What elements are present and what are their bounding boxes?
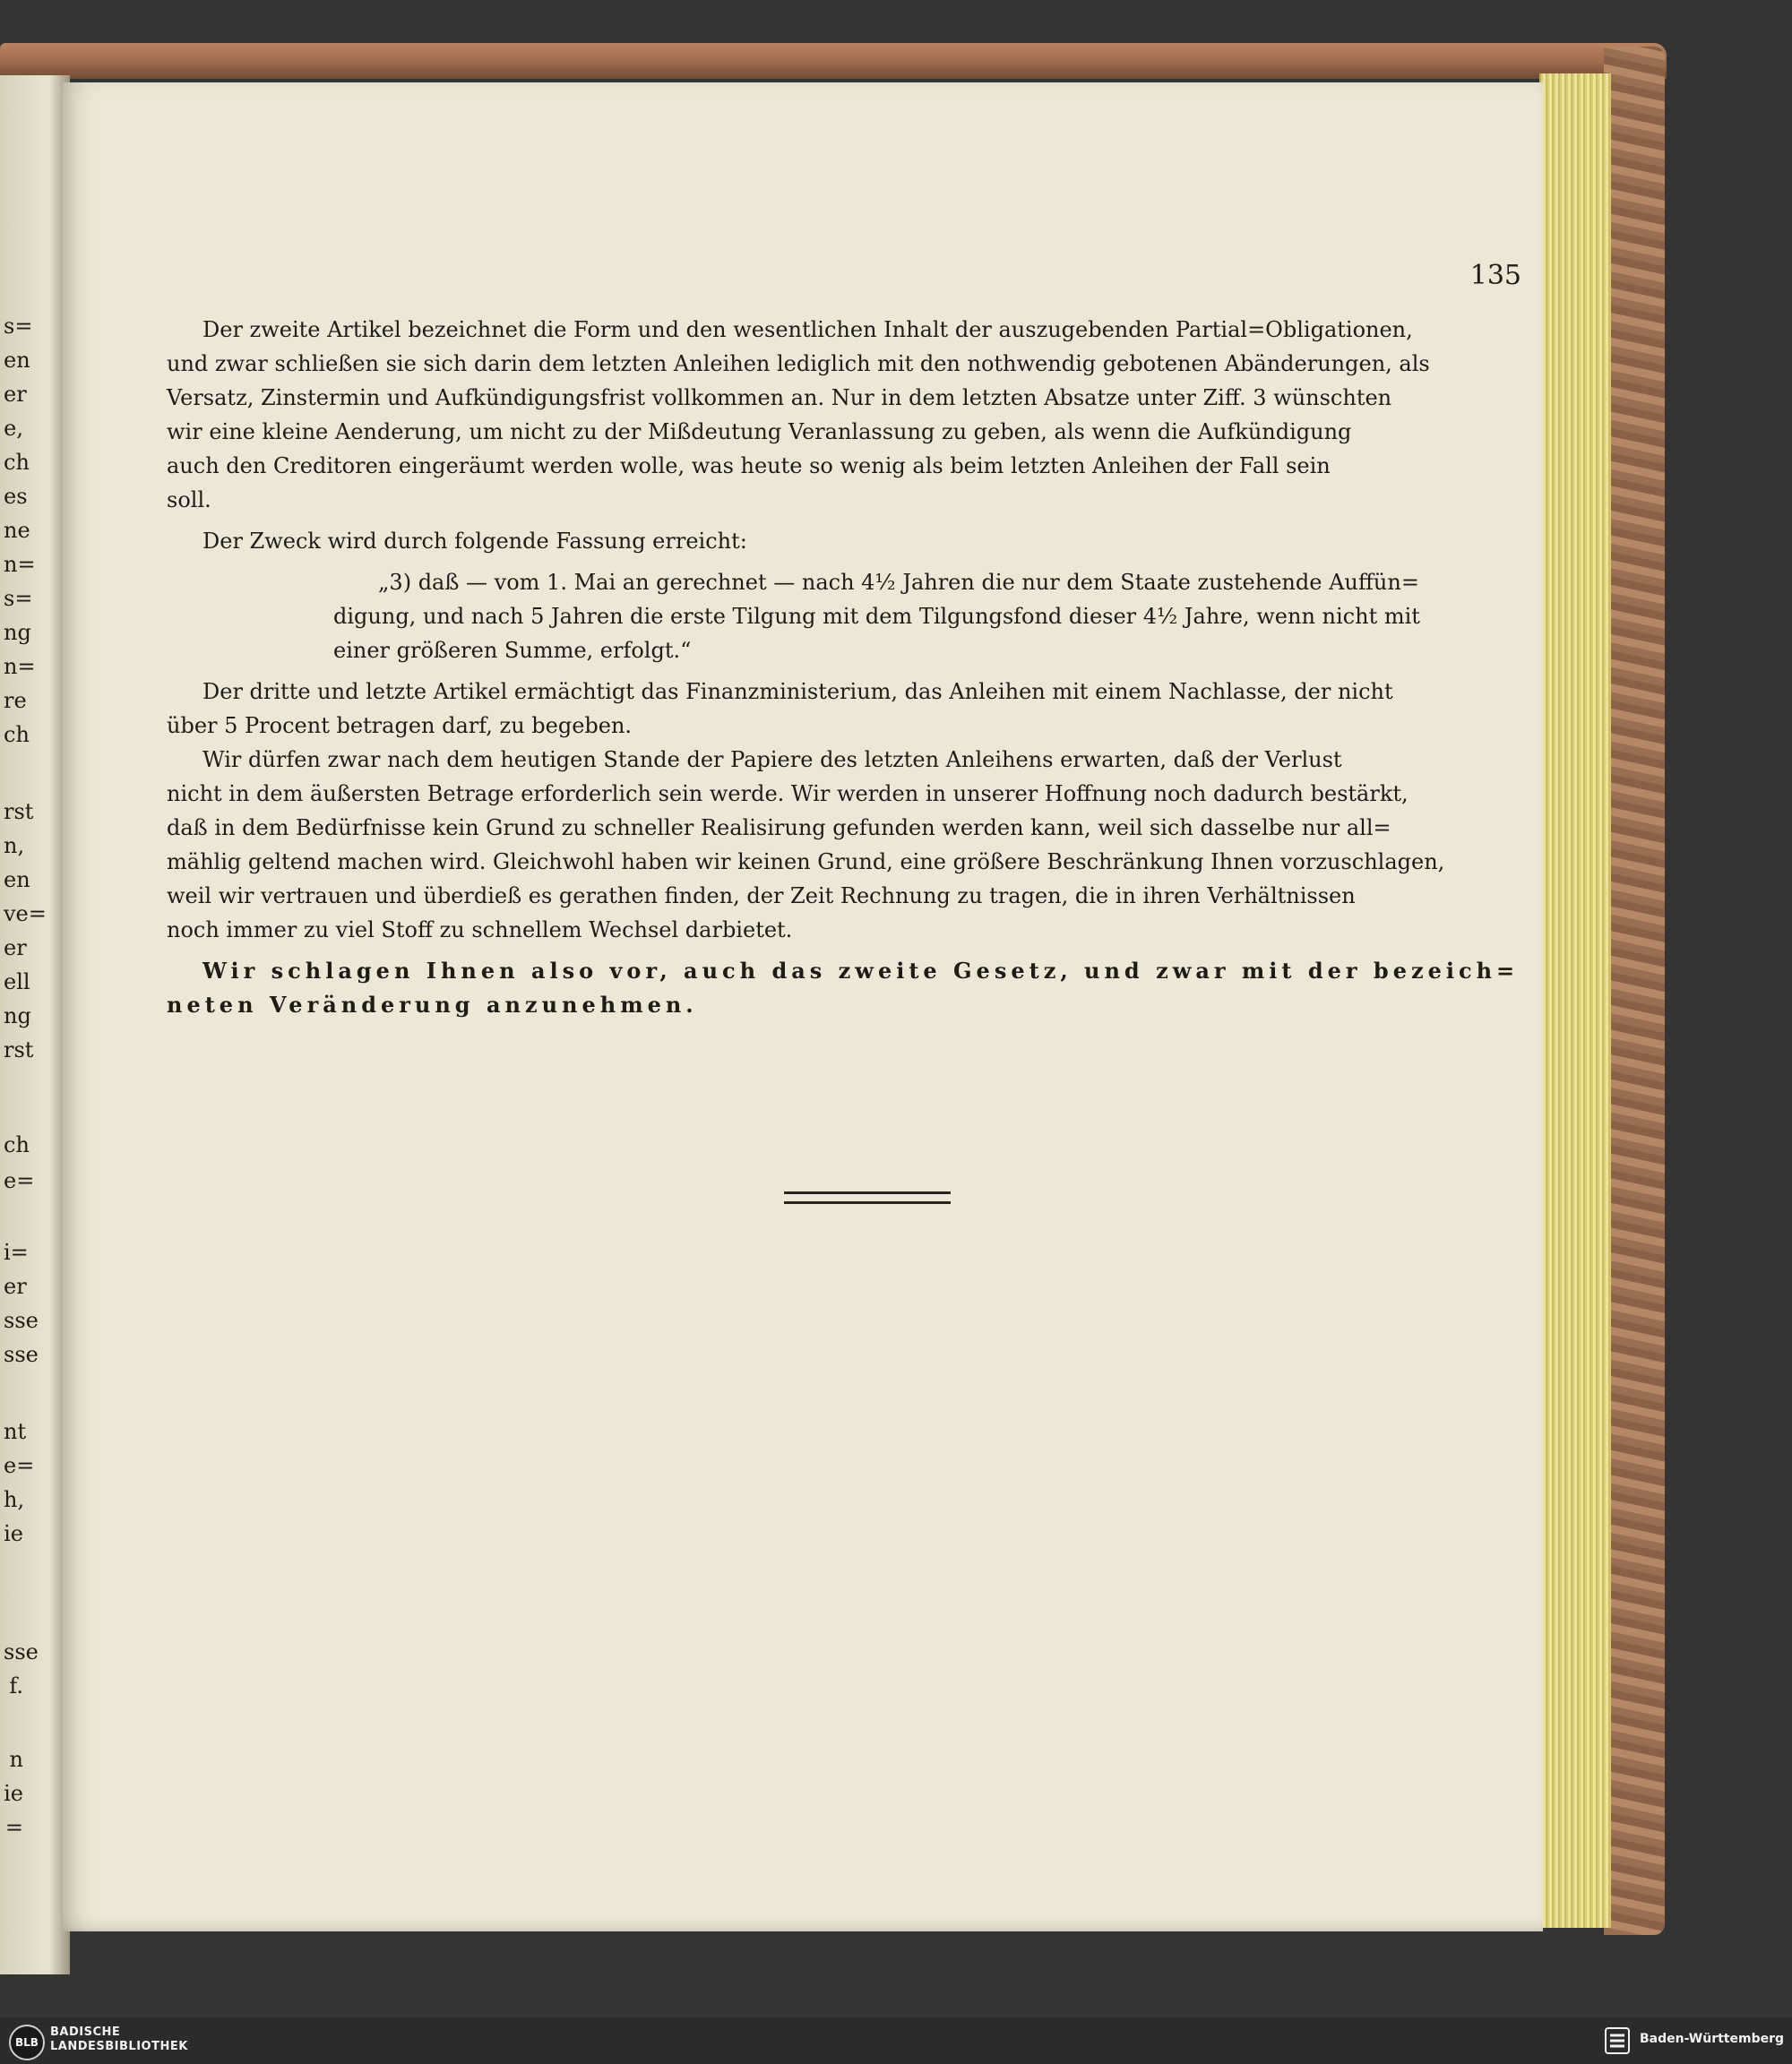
text-line: „3) daß — vom 1. Mai an gerechnet — nach 4½ Jahren die nur dem Staate zustehende Auffün= bbox=[378, 570, 1419, 595]
left-fragment: n, bbox=[4, 833, 25, 858]
text-line: und zwar schließen sie sich darin dem letzten Anleihen lediglich mit den nothwendig gebotenen Abänderungen, als bbox=[167, 351, 1430, 376]
left-fragment: ie bbox=[4, 1521, 23, 1546]
left-fragment: en bbox=[4, 348, 30, 373]
left-fragment: er bbox=[4, 935, 27, 960]
left-fragment: es bbox=[4, 484, 28, 509]
left-fragment: ie bbox=[4, 1781, 23, 1806]
left-fragment: rst bbox=[4, 799, 34, 824]
left-fragment: s= bbox=[4, 586, 33, 611]
left-fragment: sse bbox=[4, 1308, 39, 1333]
left-fragment: re bbox=[4, 688, 27, 713]
text-line: weil wir vertrauen und überdieß es gerathen finden, der Zeit Rechnung zu tragen, die in ihren Verhältnissen bbox=[167, 883, 1356, 908]
left-fragment: ng bbox=[4, 620, 31, 645]
left-fragment: er bbox=[4, 382, 27, 407]
left-fragment: ch bbox=[4, 450, 30, 475]
text-line-emphasis: neten Veränderung anzunehmen. bbox=[167, 992, 698, 1018]
left-fragment: e, bbox=[4, 416, 23, 441]
gilt-page-edges bbox=[1539, 73, 1611, 1928]
left-fragment: sse bbox=[4, 1342, 39, 1367]
left-fragment: ell bbox=[4, 969, 30, 994]
footer-bar bbox=[0, 2017, 1792, 2064]
library-name bbox=[50, 2025, 188, 2054]
text-line: digung, und nach 5 Jahren die erste Tilgung mit dem Tilgungsfond dieser 4½ Jahre, wenn nicht mit bbox=[333, 604, 1420, 629]
left-fragment: h, bbox=[4, 1487, 25, 1512]
left-fragment: i= bbox=[4, 1240, 29, 1265]
facing-left-page bbox=[0, 75, 70, 1974]
text-line: Der zweite Artikel bezeichnet die Form und den wesentlichen Inhalt der auszugebenden Partial=Obligationen, bbox=[202, 317, 1413, 342]
library-name-line1: BADISCHE bbox=[50, 2025, 121, 2039]
left-fragment: ch bbox=[4, 1132, 30, 1157]
text-line: einer größeren Summe, erfolgt.“ bbox=[333, 638, 692, 663]
book-cover-top bbox=[0, 43, 1667, 79]
page-number: 135 bbox=[1469, 260, 1521, 291]
left-fragment: e= bbox=[4, 1168, 35, 1193]
text-line: über 5 Procent betragen darf, zu begeben. bbox=[167, 713, 633, 738]
text-line: daß in dem Bedürfnisse kein Grund zu schneller Realisirung gefunden werden kann, weil sich dasselbe nur all= bbox=[167, 815, 1391, 840]
text-line: Wir dürfen zwar nach dem heutigen Stande der Papiere des letzten Anleihens erwarten, daß der Verlust bbox=[202, 747, 1342, 772]
text-line-emphasis: Wir schlagen Ihnen also vor, auch das zweite Gesetz, und zwar mit der bezeich= bbox=[202, 958, 1520, 984]
baden-wuerttemberg-emblem-icon bbox=[1604, 2026, 1631, 2055]
left-fragment: rst bbox=[4, 1037, 34, 1062]
left-fragment: f. bbox=[9, 1673, 23, 1698]
left-fragment: ch bbox=[4, 722, 30, 747]
left-fragment: er bbox=[4, 1274, 27, 1299]
left-fragment: s= bbox=[4, 314, 33, 339]
document-page bbox=[63, 82, 1543, 1931]
text-line: wir eine kleine Aenderung, um nicht zu der Mißdeutung Veranlassung zu geben, als wenn die Aufkündigung bbox=[167, 419, 1352, 444]
text-line: mählig geltend machen wird. Gleichwohl haben wir keinen Grund, eine größere Beschränkung Ihnen vorzuschlagen, bbox=[167, 849, 1445, 874]
text-line: Der dritte und letzte Artikel ermächtigt das Finanzministerium, das Anleihen mit einem Nachlasse, der nicht bbox=[202, 679, 1393, 704]
left-fragment: en bbox=[4, 867, 30, 892]
book-cover-right bbox=[1604, 47, 1665, 1935]
state-name: Baden-Württemberg bbox=[1640, 2032, 1785, 2046]
blb-logo-icon: BLB bbox=[9, 2025, 45, 2060]
left-fragment: e= bbox=[4, 1453, 35, 1478]
text-line: noch immer zu viel Stoff zu schnellem Wechsel darbietet. bbox=[167, 917, 793, 942]
left-fragment: ng bbox=[4, 1003, 31, 1028]
left-fragment: = bbox=[4, 1815, 23, 1840]
library-name-line2: LANDESBIBLIOTHEK bbox=[50, 2040, 188, 2053]
left-fragment: n= bbox=[4, 654, 36, 679]
text-line: auch den Creditoren eingeräumt werden wolle, was heute so wenig als beim letzten Anleihen der Fall sein bbox=[167, 453, 1331, 478]
left-fragment: n= bbox=[4, 552, 36, 577]
text-line: soll. bbox=[167, 487, 211, 512]
left-fragment: n bbox=[9, 1747, 23, 1772]
left-fragment: sse bbox=[4, 1639, 39, 1664]
text-line: Versatz, Zinstermin und Aufkündigungsfrist vollkommen an. Nur in dem letzten Absatze unter Ziff. 3 wünschten bbox=[167, 385, 1392, 410]
text-line: Der Zweck wird durch folgende Fassung erreicht: bbox=[202, 529, 747, 554]
text-line: nicht in dem äußersten Betrage erforderlich sein werde. Wir werden in unserer Hoffnung noch dadurch bestärkt, bbox=[167, 781, 1409, 806]
section-divider bbox=[784, 1191, 951, 1204]
left-fragment: ne bbox=[4, 518, 30, 543]
left-fragment: ve= bbox=[4, 901, 47, 926]
left-fragment: nt bbox=[4, 1419, 27, 1444]
